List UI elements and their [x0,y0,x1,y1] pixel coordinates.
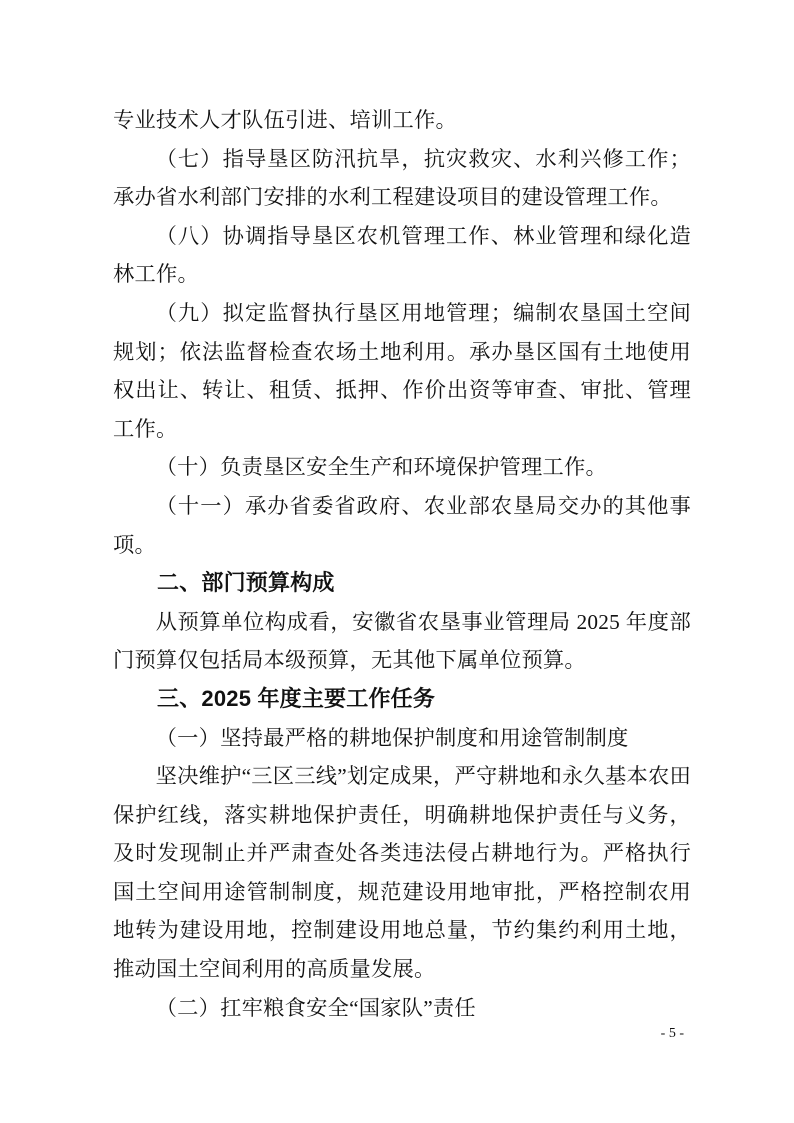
sub-heading-task-1: （一）坚持最严格的耕地保护制度和用途管制制度 [155,725,629,750]
paragraph-budget-composition: 从预算单位构成看，安徽省农垦事业管理局 2025 年度部门预算仅包括局本级预算，无其他下属单位预算。 [113,609,691,673]
paragraph-duty-7: （七）指导垦区防汛抗旱，抗灾救灾、水利兴修工作；承办省水利部门安排的水利工程建设项目的建设管理工作。 [113,146,691,210]
paragraph-task-1-body: 坚决维护“三区三线”划定成果，严守耕地和永久基本农田保护红线，落实耕地保护责任，明确耕地保护责任与义务，及时发现制止并严肃查处各类违法侵占耕地行为。严格执行国土空间用途管制制度，规范建设用地审批，严格控制农用地转为建设用地，控制建设用地总量，节约集约利用土地，推动国土空间利用的高质量发展。 [113,764,691,982]
paragraph-continuation: 专业技术人才队伍引进、培训工作。 [113,108,457,132]
sub-heading-task-2: （二）扛牢粮食安全“国家队”责任 [155,995,476,1020]
document-content [113,101,691,1027]
page-number: - 5 - [660,1026,684,1041]
paragraph-duty-9: （九）拟定监督执行垦区用地管理；编制农垦国土空间规划；依法监督检查农场土地利用。承办垦区国有土地使用权出让、转让、租赁、抵押、作价出资等审查、审批、管理工作。 [113,300,691,441]
section-heading-budget-composition: 二、部门预算构成 [157,570,335,596]
section-heading-2025-tasks: 三、2025 年度主要工作任务 [157,685,436,711]
paragraph-duty-8: （八）协调指导垦区农机管理工作、林业管理和绿化造林工作。 [113,223,691,287]
paragraph-duty-11: （十一）承办省委省政府、农业部农垦局交办的其他事项。 [113,493,691,557]
paragraph-duty-10: （十）负责垦区安全生产和环境保护管理工作。 [155,455,608,480]
